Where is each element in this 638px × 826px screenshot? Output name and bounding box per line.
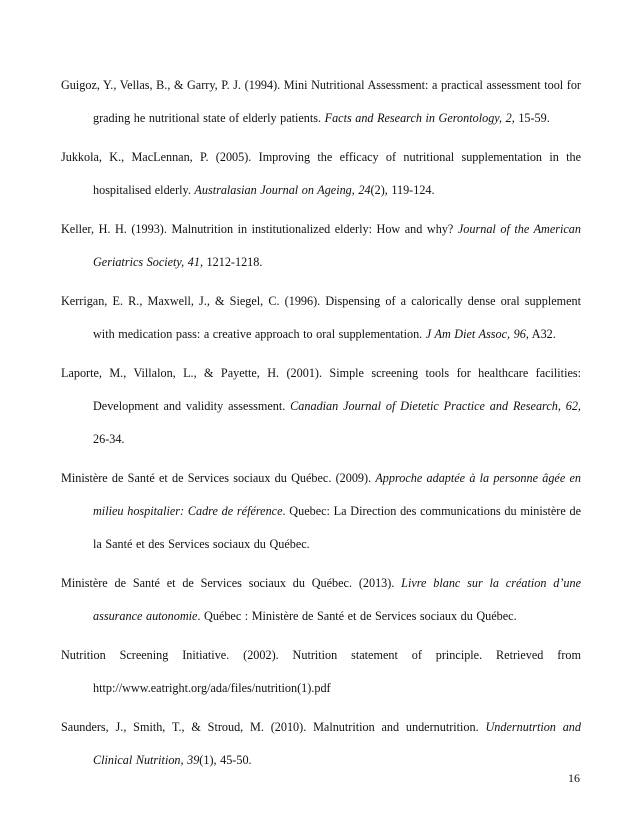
reference-tail: 26-34.: [93, 432, 125, 446]
reference-source: Australasian Journal on Ageing, 24: [194, 183, 371, 197]
reference-text: Laporte, M., Villalon, L., & Payette, H. (2001). Simple screening tools for healthcare facilities: Development and validity assessment.: [61, 366, 581, 413]
reference-text: Saunders, J., Smith, T., & Stroud, M. (2010). Malnutrition and undernutrition.: [61, 720, 486, 734]
reference-source: Facts and Research in Gerontology, 2,: [324, 111, 515, 125]
reference-entry: [61, 567, 581, 633]
reference-source: Livre blanc sur la création d’une assurance autonomie: [93, 576, 581, 623]
reference-list: [61, 69, 581, 783]
reference-tail: . Québec : Ministère de Santé et de Services sociaux du Québec.: [197, 609, 517, 623]
reference-entry: [61, 357, 581, 456]
reference-tail: 1212-1218.: [203, 255, 263, 269]
reference-text: Guigoz, Y., Vellas, B., & Garry, P. J. (1994). Mini Nutritional Assessment: a practical assessment tool for grading he nutritional state of elderly patients.: [61, 78, 581, 125]
reference-text: Ministère de Santé et de Services sociaux du Québec. (2013).: [61, 576, 402, 590]
reference-entry: [61, 285, 581, 351]
reference-tail: A32.: [528, 327, 556, 341]
reference-tail: . Quebec: La Direction des communications du ministère de la Santé et des Services sociaux du Québec.: [93, 504, 581, 551]
reference-tail: (1), 45-50.: [199, 753, 252, 767]
reference-tail: 15-59.: [514, 111, 550, 125]
page-number: 16: [568, 771, 580, 785]
reference-source: Approche adaptée à la personne âgée en milieu hospitalier: Cadre de référence: [93, 471, 581, 518]
reference-source: Journal of the American Geriatrics Society, 41,: [93, 222, 581, 269]
reference-text: Ministère de Santé et de Services sociaux du Québec. (2009).: [61, 471, 376, 485]
reference-tail: (2), 119-124.: [370, 183, 435, 197]
reference-entry: [61, 213, 581, 279]
reference-entry: [61, 69, 581, 135]
reference-entry: [61, 462, 581, 561]
reference-entry: [61, 711, 581, 777]
reference-source: J Am Diet Assoc, 96,: [425, 327, 529, 341]
reference-source: Canadian Journal of Dietetic Practice and Research, 62,: [290, 399, 581, 413]
reference-entry: [61, 639, 581, 705]
reference-text: Nutrition Screening Initiative. (2002). Nutrition statement of principle. Retrieved from http://www.eatright.org/ada/files/nutrition(1).pdf: [61, 648, 581, 695]
reference-source: Undernutrtion and Clinical Nutrition, 39: [93, 720, 581, 767]
reference-text: Jukkola, K., MacLennan, P. (2005). Improving the efficacy of nutritional supplementation in the hospitalised elderly.: [61, 150, 581, 197]
reference-entry: [61, 141, 581, 207]
reference-text: Kerrigan, E. R., Maxwell, J., & Siegel, C. (1996). Dispensing of a calorically dense oral supplement with medication pass: a creative approach to oral supplementation.: [61, 294, 581, 341]
reference-text: Keller, H. H. (1993). Malnutrition in institutionalized elderly: How and why?: [61, 222, 458, 236]
